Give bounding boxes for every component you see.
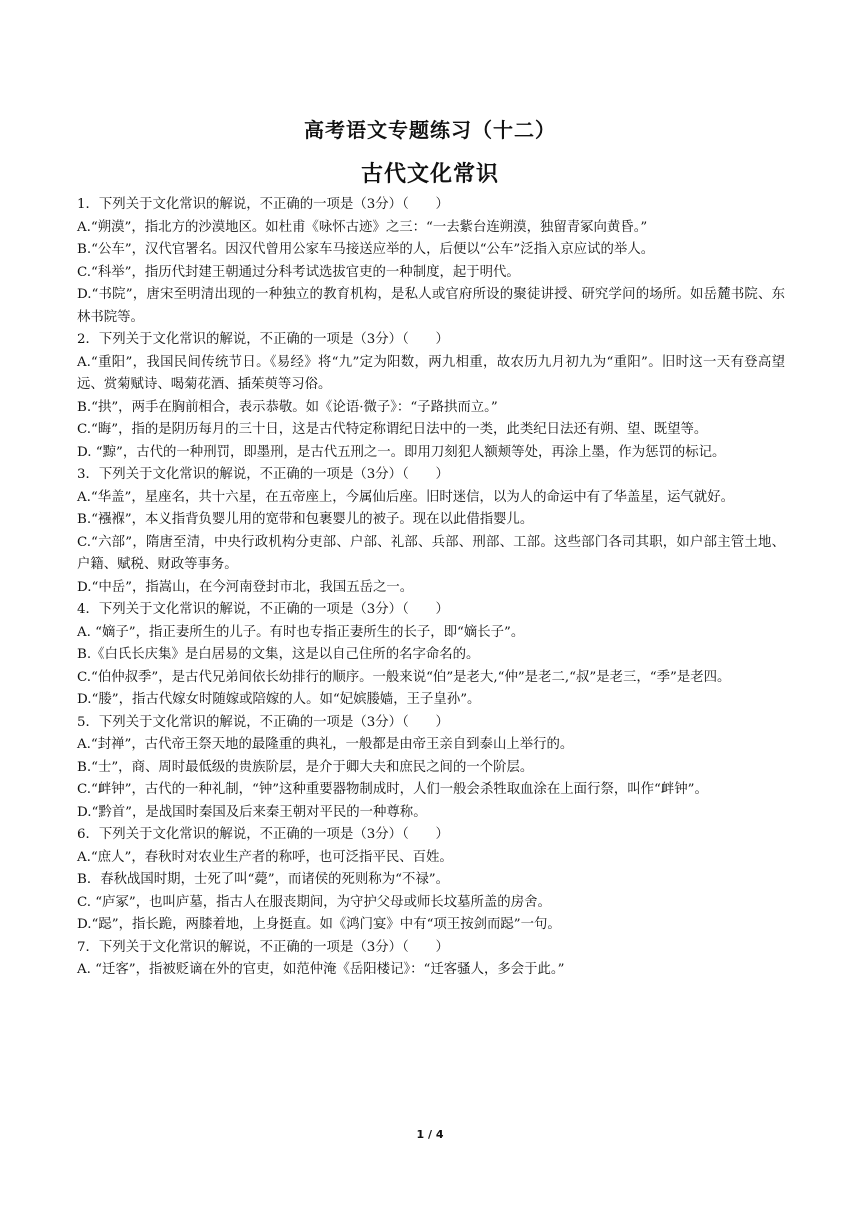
answer-option: D.“中岳”，指嵩山，在今河南登封市北，我国五岳之一。 (77, 579, 414, 595)
answer-option: A.“朔漠”，指北方的沙漠地区。如杜甫《咏怀古迹》之三：“一去紫台连朔漠，独留青冢向黄昏。” (77, 219, 648, 235)
question-stem: 7．下列关于文化常识的解说，不正确的一项是（3分）（ ） (77, 939, 449, 955)
page-subtitle: 古代文化常识 (360, 162, 499, 187)
answer-option: D. “黥”，古代的一种刑罚，即墨刑，是古代五刑之一。即用刀刻犯人额颊等处，再涂上墨，作为惩罚的标记。 (77, 444, 726, 460)
answer-option: A.“封禅”，古代帝王祭天地的最隆重的典礼，一般都是由帝王亲自到泰山上举行的。 (77, 737, 574, 752)
answer-option: A. “嫡子”，指正妻所生的儿子。有时也专指正妻所生的长子，即“嫡长子”。 (77, 624, 525, 640)
question-stem: 5．下列关于文化常识的解说，不正确的一项是（3分）（ ） (77, 714, 449, 730)
question-stem: 3．下列关于文化常识的解说，不正确的一项是（3分）（ ） (77, 467, 449, 482)
answer-option: D.“媵”，指古代嫁女时随嫁或陪嫁的人。如“妃嫔媵嫱，王子皇孙”。 (77, 692, 481, 707)
document-body (77, 194, 785, 982)
answer-option: C.“伯仲叔季”，是古代兄弟间依长幼排行的顺序。一般来说“伯”是老大,“仲”是老二,“叔”是老三，“季”是老四。 (77, 669, 731, 685)
question-stem: 1．下列关于文化常识的解说，不正确的一项是（3分）（ ） (77, 197, 449, 212)
answer-option: A.“华盖”，星座名，共十六星，在五帝座上，今属仙后座。旧时迷信，以为人的命运中有了华盖星，运气就好。 (77, 489, 734, 505)
answer-option: B.《白氏长庆集》是白居易的文集，这是以自己住所的名字命名的。 (77, 647, 480, 662)
answer-option: C. “庐冢”，也叫庐墓，指古人在服丧期间，为守护父母或师长坟墓所盖的房舍。 (77, 894, 551, 910)
answer-option: B.“公车”，汉代官署名。因汉代曾用公家车马接送应举的人，后便以“公车”泛指入京应试的举人。 (77, 242, 655, 257)
answer-option: A.“庶人”，春秋时对农业生产者的称呼，也可泛指平民、百姓。 (77, 849, 453, 865)
question-stem: 6．下列关于文化常识的解说，不正确的一项是（3分）（ ） (77, 827, 449, 842)
page-title: 高考语文专题练习（十二） (304, 118, 556, 142)
answer-option: B.“襁褓”，本义指背负婴儿用的宽带和包裹婴儿的被子。现在以此借指婴儿。 (77, 512, 534, 527)
page-number: 1 / 4 (416, 1128, 444, 1141)
question-stem: 2．下列关于文化常识的解说，不正确的一项是（3分）（ ） (77, 332, 449, 347)
answer-option: B．春秋战国时期，士死了叫“薨”，而诸侯的死则称为“不禄”。 (77, 872, 449, 887)
answer-option: A.“重阳”，我国民间传统节日。《易经》将“九”定为阳数，两九相重，故农历九月初九为“重阳”。旧时这一天有登高望远、赏菊赋诗、喝菊花酒、插茱萸等习俗。 (77, 354, 785, 392)
answer-option: D.“书院”，唐宋至明清出现的一种独立的教育机构，是私人或官府所设的聚徒讲授、研究学问的场所。如岳麓书院、东林书院等。 (77, 287, 785, 325)
answer-option: D.“黔首”，是战国时秦国及后来秦王朝对平民的一种尊称。 (77, 804, 427, 820)
answer-option: D.“跽”，指长跪，两膝着地，上身挺直。如《鸿门宴》中有“项王按剑而跽”一句。 (77, 917, 561, 932)
answer-option: C.“六部”，隋唐至清，中央行政机构分吏部、户部、礼部、兵部、刑部、工部。这些部门各司其职，如户部主管土地、户籍、赋税、财政等事务。 (77, 534, 785, 572)
answer-option: B.“拱”，两手在胸前相合，表示恭敬。如《论语·微子》：“子路拱而立。” (77, 399, 498, 415)
answer-option: C.“衅钟”，古代的一种礼制，“钟”这种重要器物制成时，人们一般会杀牲取血涂在上面行祭，叫作“衅钟”。 (77, 782, 708, 797)
question-stem: 4．下列关于文化常识的解说，不正确的一项是（3分）（ ） (77, 602, 449, 617)
answer-option: B.“士”，商、周时最低级的贵族阶层，是介于卿大夫和庶民之间的一个阶层。 (77, 759, 534, 775)
answer-option: C.“晦”，指的是阴历每月的三十日，这是古代特定称谓纪日法中的一类，此类纪日法还有朔、望、既望等。 (77, 422, 708, 437)
answer-option: C.“科举”，指历代封建王朝通过分科考试选拔官吏的一种制度，起于明代。 (77, 264, 520, 280)
answer-option: A. “迁客”，指被贬谪在外的官吏，如范仲淹《岳阳楼记》：“迁客骚人，多会于此。” (77, 962, 565, 977)
